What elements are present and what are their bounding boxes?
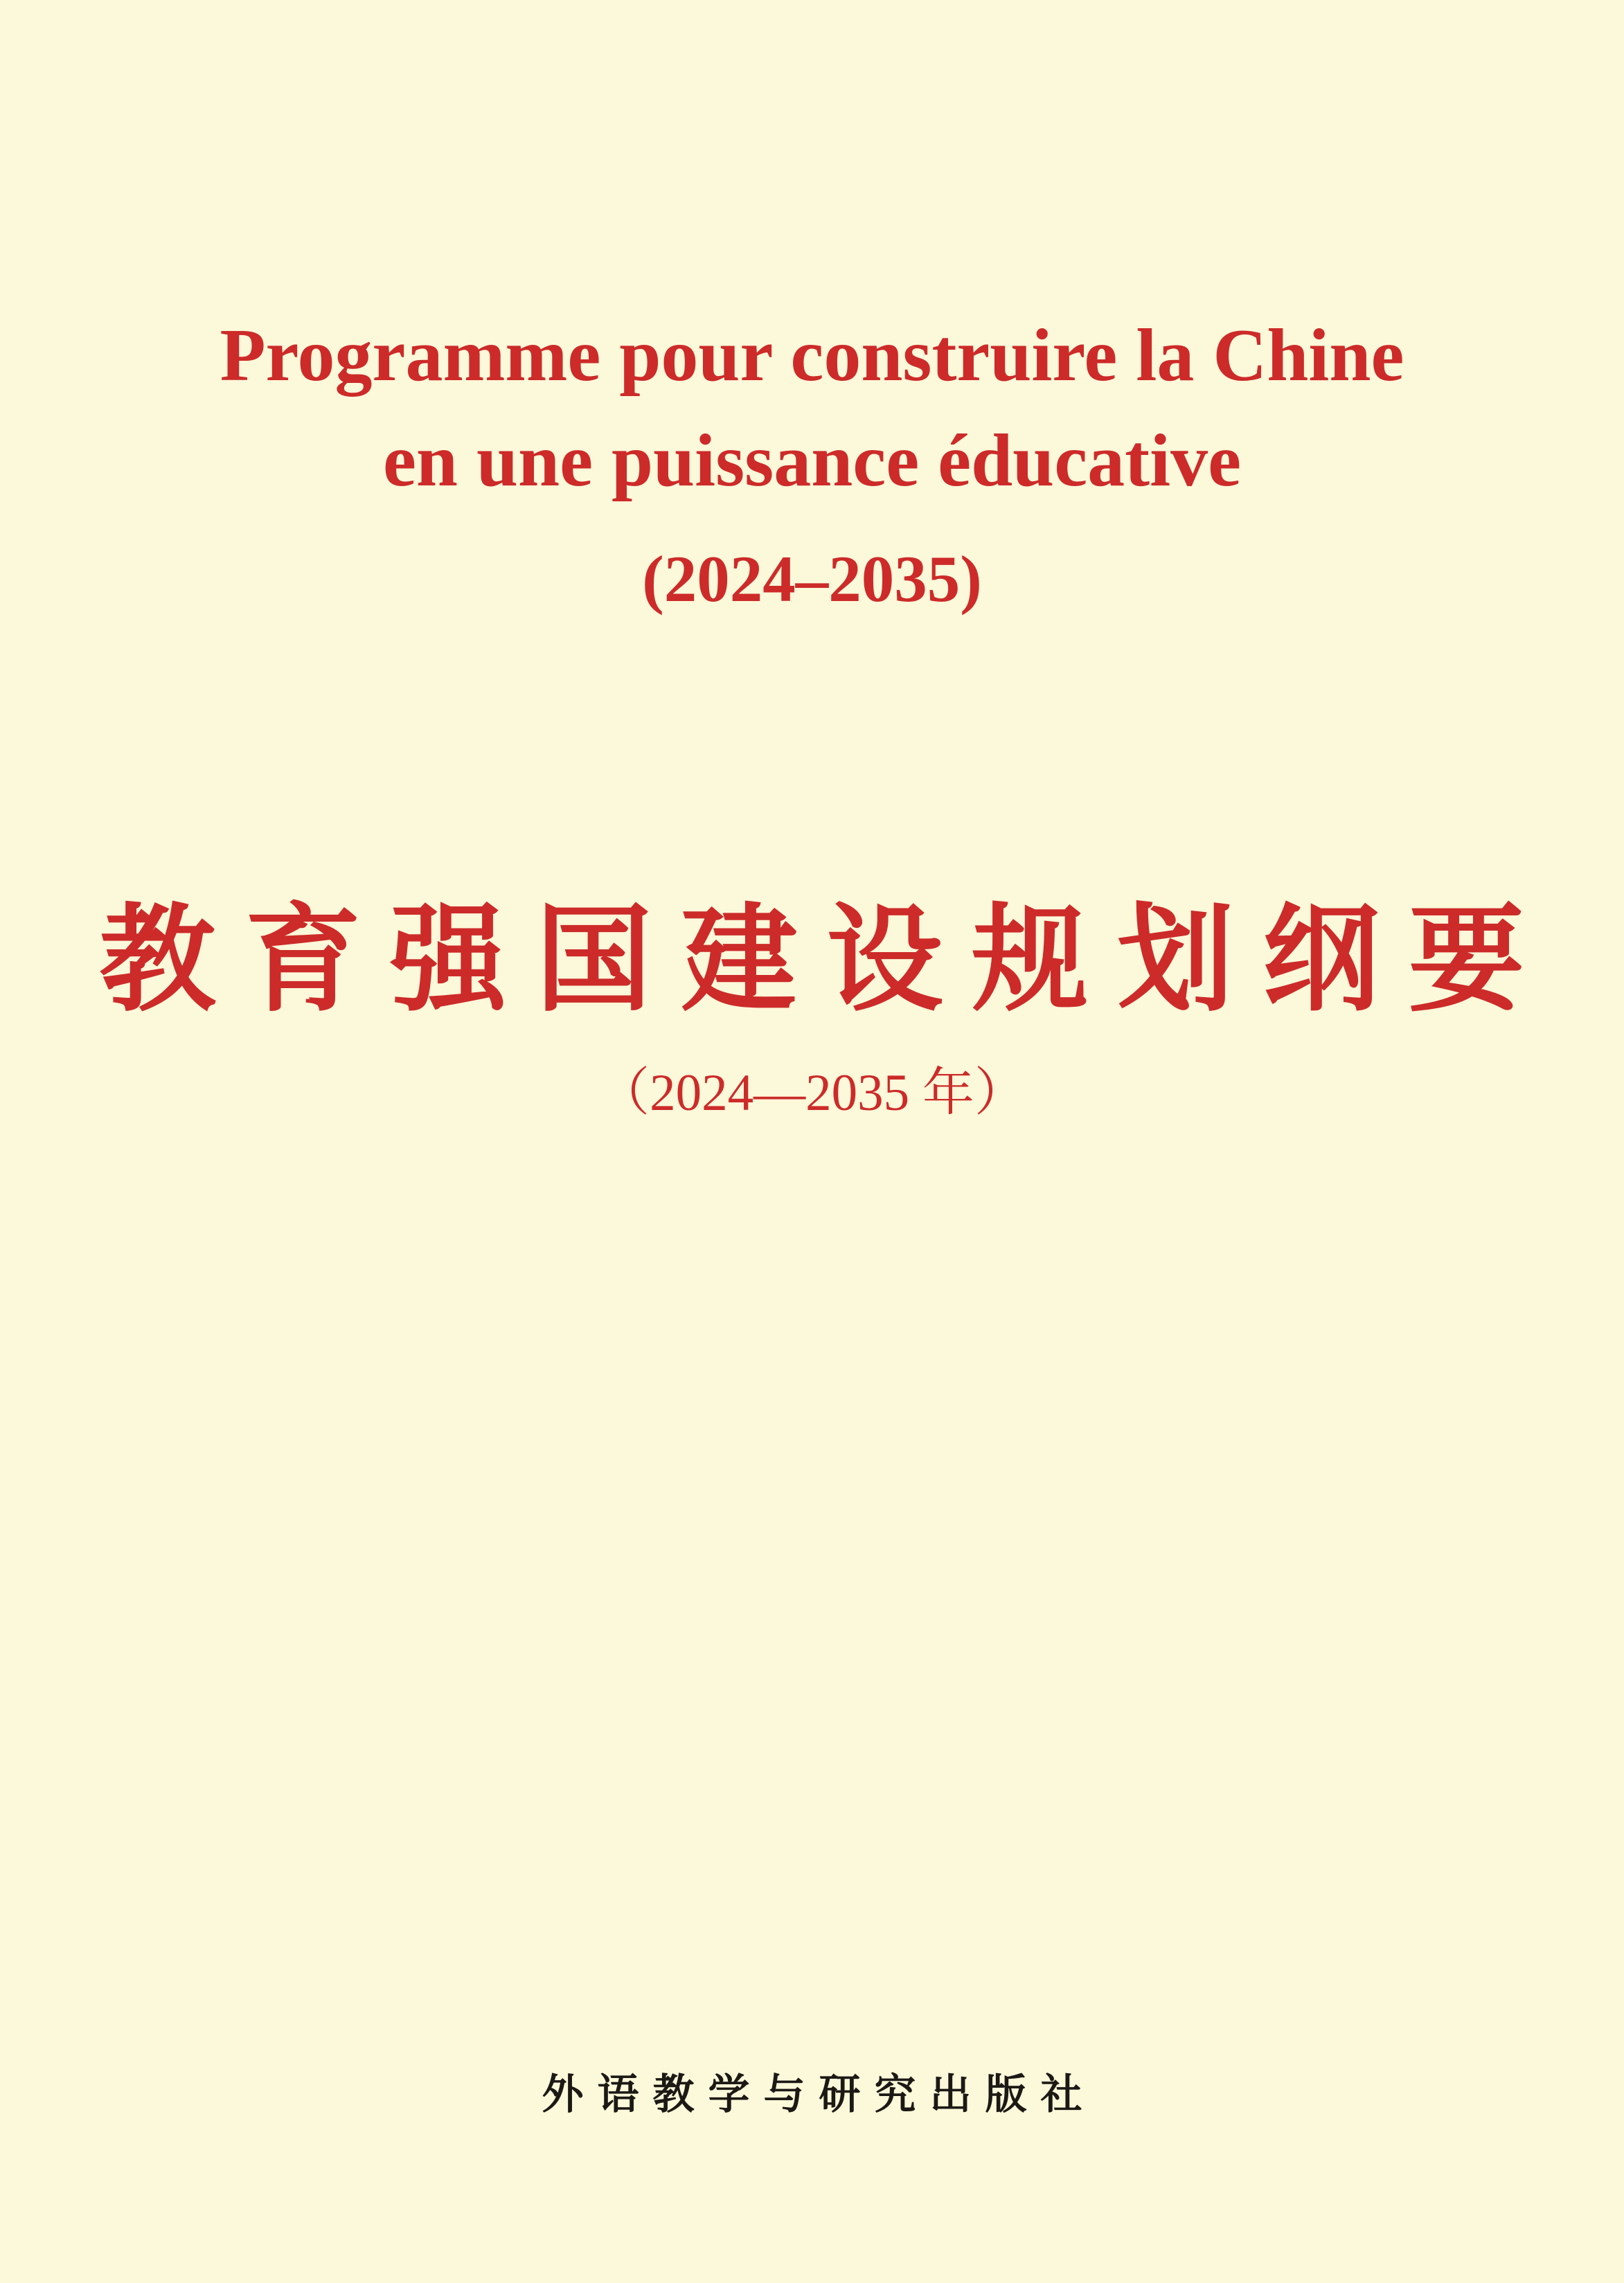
chinese-title: 教育强国建设规划纲要 [99, 897, 1554, 1026]
french-title-line2: en une puissance éducative [382, 420, 1242, 502]
publisher-imprint: 外语教学与研究出版社 [542, 2071, 1096, 2118]
chinese-title-years: （2024—2035 年） [598, 1064, 1026, 1122]
french-title-years: (2024–2035) [642, 542, 982, 616]
french-title-line1: Programme pour construire la Chine [220, 314, 1404, 397]
